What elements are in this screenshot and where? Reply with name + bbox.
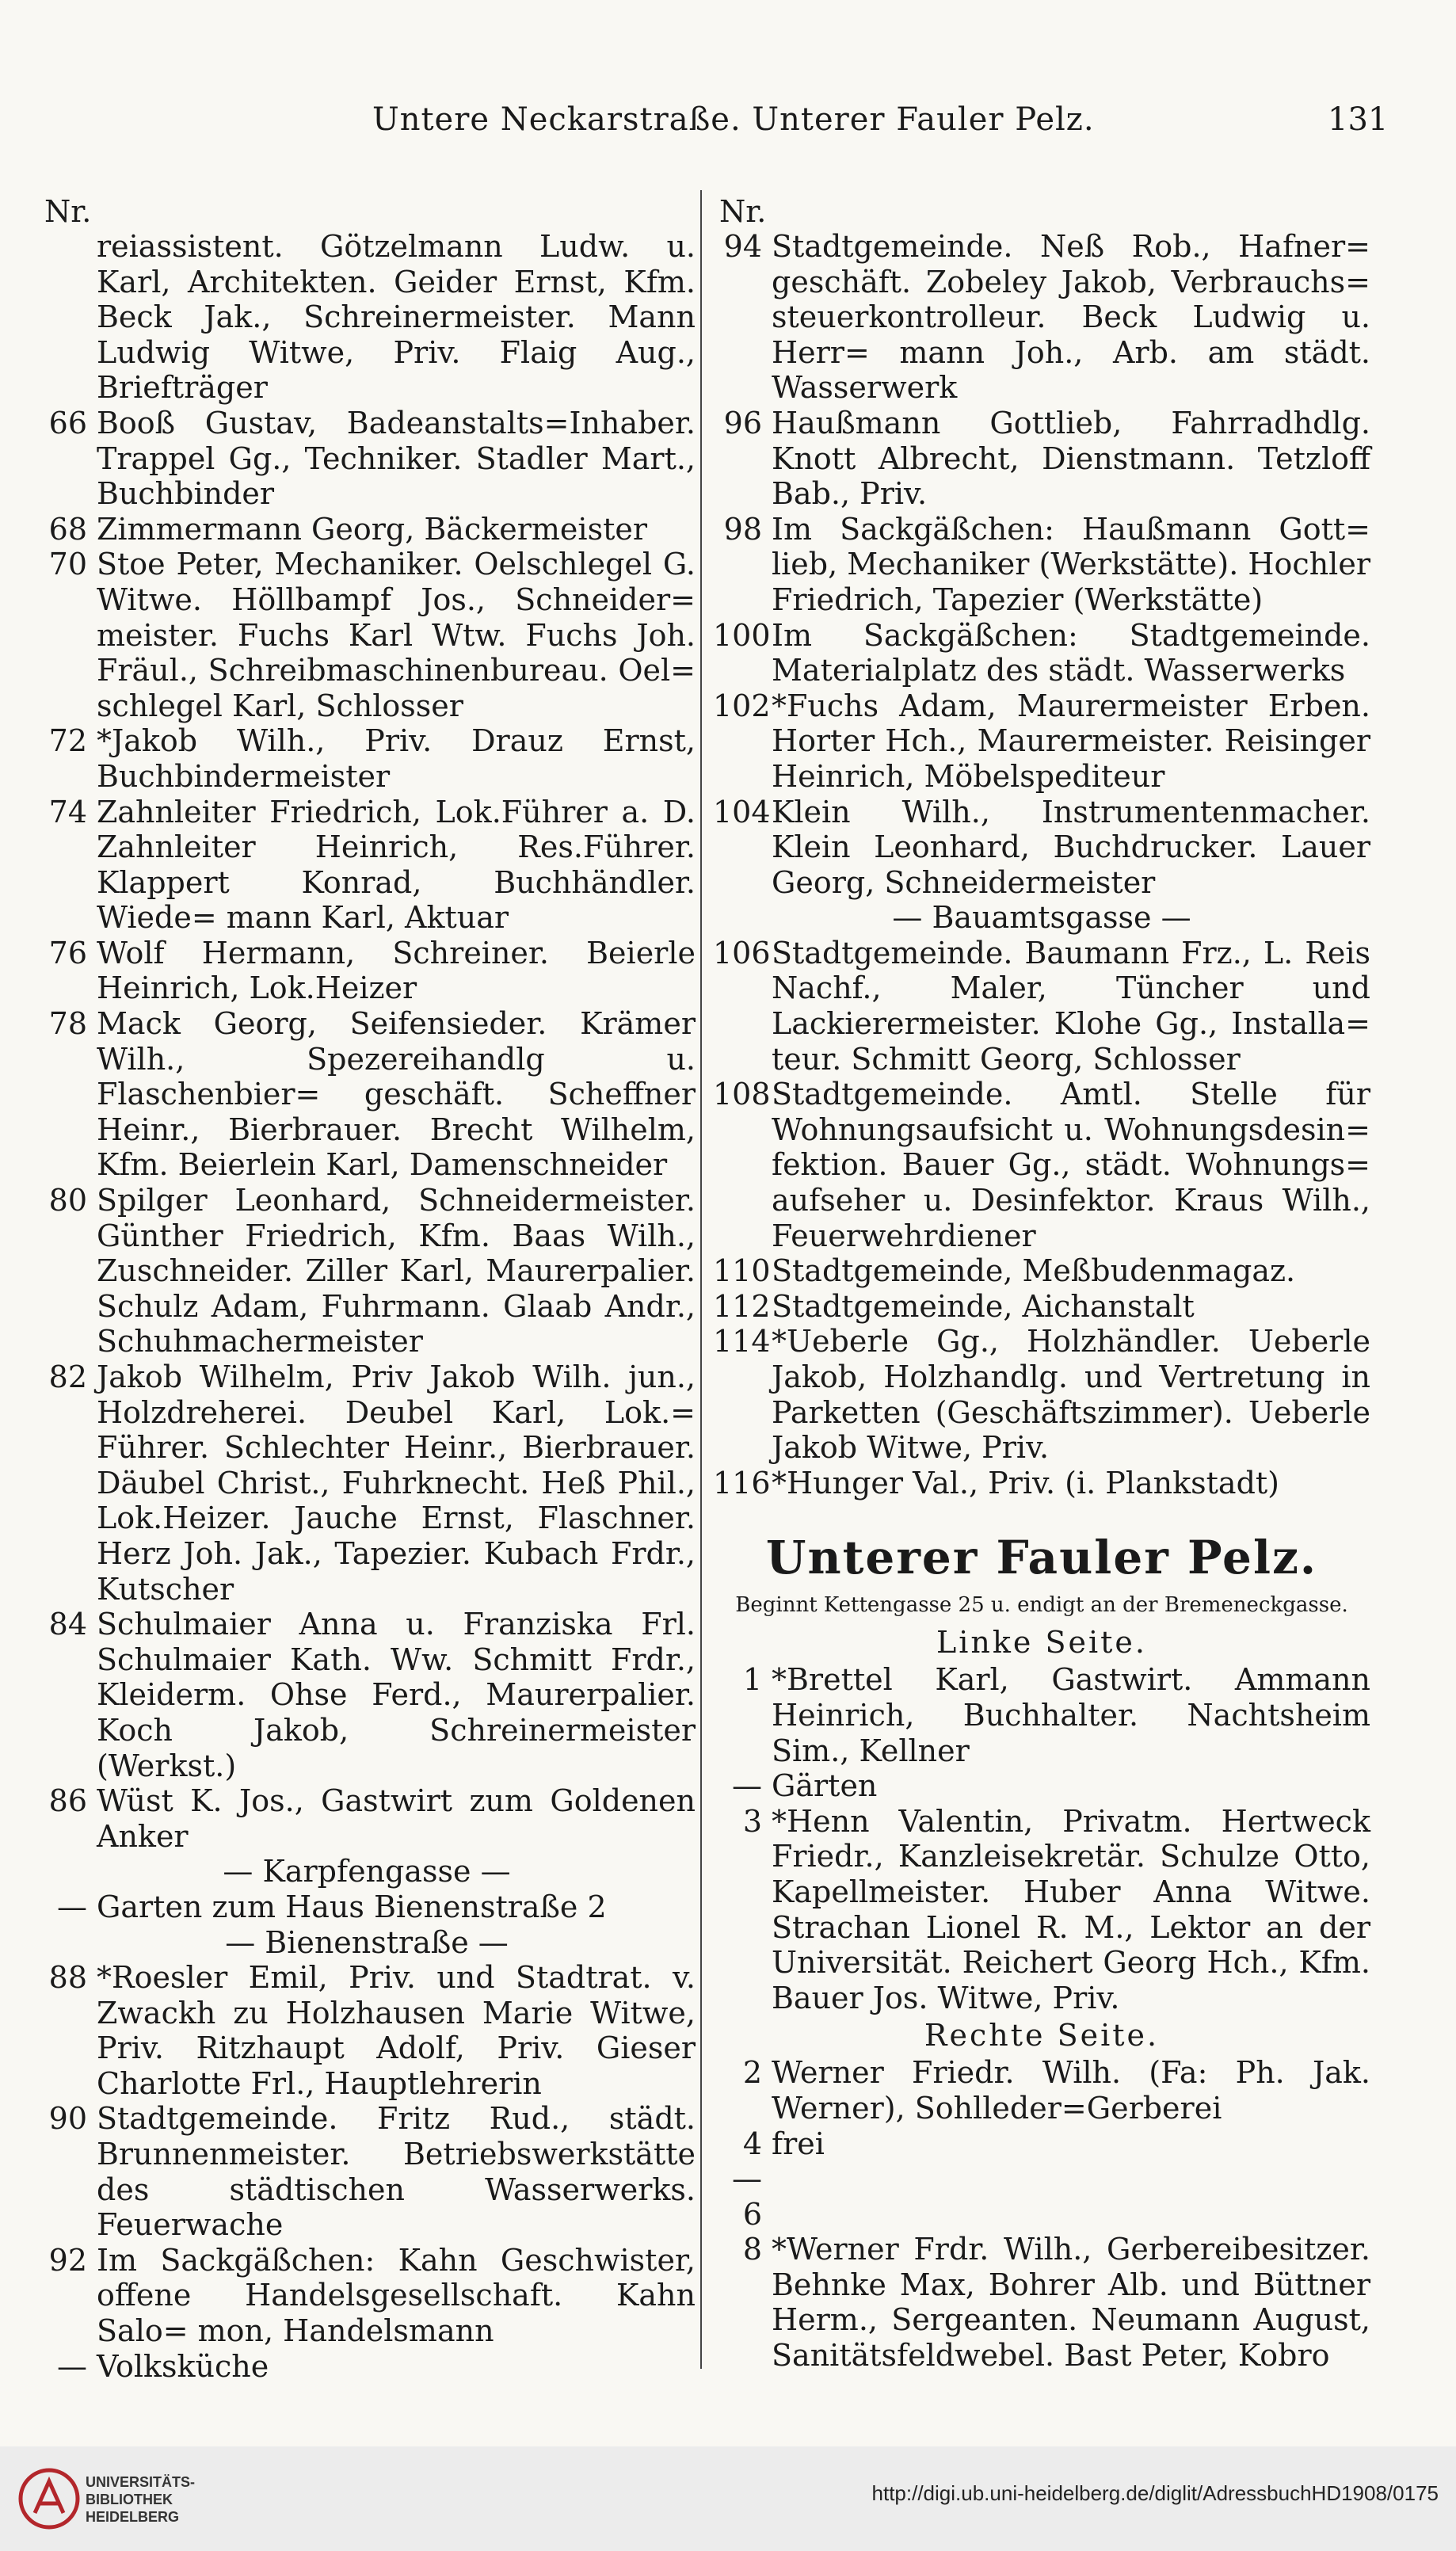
address-entry [713,2126,1370,2233]
resident-text: Volksküche [97,2348,269,2384]
house-number: 76 [48,935,87,970]
resident-text: Stadtgemeinde. Neß Rob., Hafner= geschäft. Zobeley Jakob, Verbrauchs= steuerkontrolleur. Beck Ludwig u. Herr= mann Joh., Arb. am städt. Wasserwerk [772,229,1370,406]
resident-text: Werner Friedr. Wilh. (Fa: Ph. Jak. Werner), Sohlleder=Gerberei [772,2055,1370,2126]
address-entry [713,1289,1370,1325]
resident-text: *Henn Valentin, Privatm. Hertweck Friedr., Kanzleisekretär. Schulze Otto, Kapellmeister. Huber Anna Witwe. Strachan Lionel R. M., Lektor an der Universität. Reichert Georg Hch., Kfm. Bauer Jos. Witwe, Priv. [772,1803,1370,2015]
house-number: — [57,1889,87,1924]
house-number: 104 [713,794,771,829]
resident-text: Spilger Leonhard, Schneidermeister. Günther Friedrich, Kfm. Baas Wilh., Zuschneider. Ziller Karl, Maurerpalier. Schulz Adam, Fuhrmann. Glaab Andr., Schuhmachermeister [97,1183,696,1359]
address-entry [713,229,1370,406]
house-number: 112 [713,1288,771,1324]
address-entry [38,1006,696,1183]
address-entry [713,688,1370,795]
resident-text: Mack Georg, Seifensieder. Krämer Wilh., Spezereihandlg u. Flaschenbier= geschäft. Scheffner Heinr., Bierbrauer. Brecht Wilhelm, Kfm. Beierlein Karl, Damenschneider [97,1006,696,1183]
house-number: 108 [713,1077,771,1112]
address-entry [713,1324,1370,1465]
resident-text: Stadtgemeinde. Baumann Frz., L. Reis Nachf., Maler, Tüncher und Lackierermeister. Klohe Gg., Installa= teur. Schmitt Georg, Schlosser [772,935,1370,1077]
resident-text: Garten zum Haus Bienenstraße 2 [97,1889,607,1924]
source-link[interactable]: http://digi.ub.uni-heidelberg.de/diglit/AdressbuchHD1908/0175 [871,2481,1439,2505]
street-section-heading: — Bauamtsgasse — [892,900,1191,936]
house-number: 66 [48,405,87,440]
address-entry [38,2101,696,2242]
university-seal-icon [17,2467,81,2530]
house-number: 74 [48,794,87,829]
resident-text: Gärten [772,1768,878,1804]
house-number: 92 [48,2242,87,2278]
address-entry [38,1960,696,2101]
right-side-entries [713,2055,1370,2373]
house-number: 80 [48,1183,87,1218]
resident-text: Zimmermann Georg, Bäckermeister [97,511,648,547]
resident-text: *Fuchs Adam, Maurermeister Erben. Horter Hch., Maurermeister. Reisinger Heinrich, Möbelspediteur [772,688,1370,794]
address-entry [713,1804,1370,2016]
house-number: 84 [48,1607,87,1642]
resident-text: Im Sackgäßchen: Stadtgemeinde. Materialplatz des städt. Wasserwerks [772,617,1370,688]
resident-text: Wüst K. Jos., Gastwirt zum Goldenen Anker [97,1783,696,1854]
address-entry [38,2243,696,2349]
resident-text: Wolf Hermann, Schreiner. Beierle Heinrich, Lok.Heizer [97,935,696,1006]
right-column [713,194,1370,2374]
address-entry [713,2055,1370,2126]
resident-text: Im Sackgäßchen: Kahn Geschwister, offene Handelsgesellschaft. Kahn Salo= mon, Handelsmann [97,2242,696,2349]
address-entry [38,1889,696,1925]
resident-text: Stoe Peter, Mechaniker. Oelschlegel G. Witwe. Höllbampf Jos., Schneider= meister. Fuchs Karl Wtw. Fuchs Joh. Fräul., Schreibmaschinenbureau. Oel= schlegel Karl, Schlosser [97,547,696,723]
house-number: 82 [48,1359,87,1394]
house-number: 70 [48,547,87,582]
street-subtitle: Beginnt Kettengasse 25 u. endigt an der Bremeneckgasse. [735,1593,1348,1618]
address-entry [38,936,696,1006]
page-header [0,101,1456,157]
resident-text: *Jakob Wilh., Priv. Drauz Ernst, Buchbindermeister [97,723,696,794]
house-number: 72 [48,723,87,759]
right-side-label: Rechte Seite. [924,2018,1160,2053]
left-entries [38,229,696,2384]
house-number: 102 [713,688,771,723]
address-entry [38,1607,696,1783]
house-number: 94 [723,229,762,264]
resident-text: Klein Wilh., Instrumentenmacher. Klein Leonhard, Buchdrucker. Lauer Georg, Schneidermeister [772,794,1370,900]
address-entry [713,2232,1370,2373]
resident-text: Stadtgemeinde. Fritz Rud., städt. Brunnenmeister. Betriebswerkstätte des städtischen Wasserwerks. Feuerwache [97,2101,696,2243]
house-number: 3 [742,1803,762,1839]
resident-text: *Brettel Karl, Gastwirt. Ammann Heinrich, Buchhalter. Nachtsheim Sim., Kellner [772,1662,1370,1768]
house-number: 98 [723,511,762,547]
house-number: 116 [713,1465,771,1500]
street-section-heading: — Bienenstraße — [225,1924,509,1960]
address-entry [713,1662,1370,1768]
house-number: 88 [48,1960,87,1996]
resident-text: reiassistent. Götzelmann Ludw. u. Karl, Architekten. Geider Ernst, Kfm. Beck Jak., Schreinermeister. Mann Ludwig Witwe, Priv. Flaig Aug., Briefträger [97,229,696,406]
address-entry [38,229,696,406]
address-entry [713,795,1370,901]
address-entry [38,1359,696,1607]
resident-text: Stadtgemeinde, Meßbudenmagaz. [772,1253,1296,1289]
resident-text: Schulmaier Anna u. Franziska Frl. Schulmaier Kath. Ww. Schmitt Frdr., Kleiderm. Ohse Ferd., Maurerpalier. Koch Jakob, Schreinermeister (Werkst.) [97,1607,696,1783]
right-entries [713,229,1370,1500]
house-number: 68 [48,511,87,547]
left-side-label: Linke Seite. [936,1625,1147,1661]
column-divider [700,190,702,2369]
nr-label: Nr. [719,194,767,229]
house-number: 110 [713,1253,771,1289]
house-number: — [57,2348,87,2384]
house-number: 8 [742,2232,762,2267]
address-entry [38,1183,696,1359]
address-entry [713,618,1370,688]
house-number: 2 [742,2055,762,2091]
library-name: UNIVERSITÄTS- BIBLIOTHEK HEIDELBERG [86,2474,196,2525]
street-section-heading: — Karpfengasse — [223,1854,511,1889]
house-number: 100 [713,617,771,653]
footer-bar [0,2446,1456,2551]
address-entry [713,936,1370,1077]
house-number: 114 [713,1324,771,1359]
house-number: 78 [48,1006,87,1042]
address-entry [38,406,696,512]
address-entry [713,406,1370,512]
resident-text: *Ueberle Gg., Holzhändler. Ueberle Jakob, Holzhandlg. und Vertretung in Parketten (Geschäftszimmer). Ueberle Jakob Witwe, Priv. [772,1324,1370,1466]
address-entry [713,1466,1370,1501]
house-number: — [732,1768,762,1804]
nr-label: Nr. [44,194,92,229]
running-title: Untere Neckarstraße. Unterer Fauler Pelz. [372,101,1095,138]
resident-text: Stadtgemeinde, Aichanstalt [772,1288,1195,1324]
address-entry [38,512,696,547]
address-entry [38,723,696,794]
address-entry [38,547,696,723]
address-entry [713,1077,1370,1253]
house-number: 4—6 [732,2126,762,2232]
address-entry [713,512,1370,618]
house-number: 90 [48,2101,87,2137]
resident-text: *Roesler Emil, Priv. und Stadtrat. v. Zwackh zu Holzhausen Marie Witwe, Priv. Ritzhaupt Adolf, Priv. Gieser Charlotte Frl., Hauptlehrerin [97,1960,696,2101]
resident-text: Zahnleiter Friedrich, Lok.Führer a. D. Zahnleiter Heinrich, Res.Führer. Klappert Konrad, Buchhändler. Wiede= mann Karl, Aktuar [97,794,696,936]
house-number: 96 [723,405,762,440]
left-column [38,194,696,2384]
resident-text: Jakob Wilhelm, Priv Jakob Wilh. jun., Holzdreherei. Deubel Karl, Lok.= Führer. Schlechter Heinr., Bierbrauer. Däubel Christ., Fuhrknecht. Heß Phil., Lok.Heizer. Jauche Ernst, Flaschner. Herz Joh. Jak., Tapezier. Kubach Frdr., Kutscher [97,1359,696,1607]
house-number: 1 [742,1662,762,1698]
address-entry [38,1783,696,1854]
resident-text: Booß Gustav, Badeanstalts=Inhaber. Trappel Gg., Techniker. Stadler Mart., Buchbinder [97,405,696,512]
resident-text: Im Sackgäßchen: Haußmann Gott= lieb, Mechaniker (Werkstätte). Hochler Friedrich, Tapezier (Werkstätte) [772,511,1370,617]
resident-text: *Werner Frdr. Wilh., Gerbereibesitzer. Behnke Max, Bohrer Alb. und Büttner Herm., Sergeanten. Neumann August, Sanitätsfeldwebel. Bast Peter, Kobro [772,2232,1370,2374]
resident-text: *Hunger Val., Priv. (i. Plankstadt) [772,1465,1280,1500]
address-entry [38,795,696,936]
address-entry [713,1768,1370,1804]
resident-text: frei [772,2126,825,2161]
resident-text: Haußmann Gottlieb, Fahrradhdlg. Knott Albrecht, Dienstmann. Tetzloff Bab., Priv. [772,405,1370,512]
house-number: 86 [48,1783,87,1819]
street-title: Unterer Fauler Pelz. [765,1531,1318,1585]
address-entry [38,2349,696,2385]
page-number: 131 [1328,101,1389,138]
resident-text: Stadtgemeinde. Amtl. Stelle für Wohnungsaufsicht u. Wohnungsdesin= fektion. Bauer Gg., städt. Wohnungs= aufseher u. Desinfektor. Kraus Wilh., Feuerwehrdiener [772,1077,1370,1253]
house-number: 106 [713,935,771,970]
address-entry [713,1253,1370,1289]
left-side-entries [713,1662,1370,2015]
